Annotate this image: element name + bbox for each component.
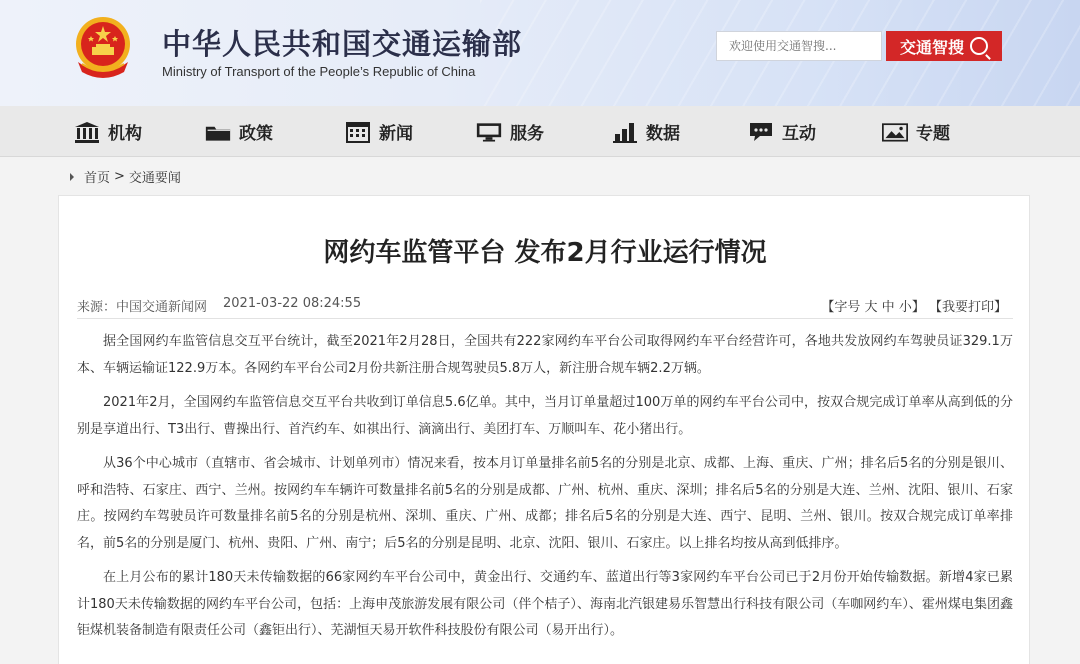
article-source: 来源：中国交通新闻网 xyxy=(77,300,208,315)
nav-item-data[interactable] xyxy=(612,106,680,157)
folder-icon xyxy=(205,121,231,143)
breadcrumb-arrow-icon xyxy=(70,173,74,181)
national-emblem-icon[interactable] xyxy=(72,14,134,82)
article-paragraph: 从36个中心城市（直辖市、省会城市、计划单列市）情况来看，按本月订单量排名前5名的分别是北京、成都、上海、重庆、广州；排名后5名的分别是银川、呼和浩特、石家庄、西宁、兰州。按网约车车辆许可数量排名前5名的分别是成都、广州、杭州、重庆、深圳；排名后5名的分别是大连、兰州、沈阳、银川、石家庄。按网约车驾驶员许可数量排名前5名的分别是杭州、深圳、重庆、广州、成都；排名后5名的分别是大连、西宁、昆明、兰州、银川。按双合规完成订单率排名，前5名的分别是厦门、杭州、贵阳、广州、南宁；后5名的分别是昆明、北京、沈阳、银川、石家庄。以上排名均按从高到低排序。 xyxy=(77,456,1013,551)
article-paragraph: 2021年2月，全国网约车监管信息交互平台共收到订单信息5.6亿单。其中，当月订单量超过100万单的网约车平台公司中，按双合规完成订单率从高到低的分别是享道出行、T3出行、曹操出行、首汽约车、如祺出行、滴滴出行、美团打车、万顺叫车、花小猪出行。 xyxy=(77,395,1013,437)
search-icon xyxy=(970,37,988,55)
image-icon xyxy=(882,121,908,143)
font-size-close: 】 xyxy=(911,300,925,315)
search-input[interactable] xyxy=(716,31,882,61)
site-title-en[interactable]: Ministry of Transport of the People’s Republic of China xyxy=(162,64,476,79)
site-header xyxy=(0,0,1080,106)
breadcrumb-home[interactable]: 首页 xyxy=(84,171,111,186)
nav-item-policy[interactable] xyxy=(205,106,273,157)
font-size-medium-button[interactable]: 中 xyxy=(881,300,895,315)
nav-label: 数据 xyxy=(646,124,680,144)
building-icon xyxy=(74,121,100,143)
breadcrumb xyxy=(70,167,181,186)
article-tools xyxy=(821,296,1007,315)
nav-item-topics[interactable] xyxy=(882,106,950,157)
nav-label: 政策 xyxy=(239,124,273,144)
main-nav xyxy=(0,106,1080,157)
meta-divider xyxy=(77,318,1013,319)
site-title-cn[interactable]: 中华人民共和国交通运输部 xyxy=(162,27,523,61)
article-paragraph: 据全国网约车监管信息交互平台统计，截至2021年2月28日，全国共有222家网约车平台公司取得网约车平台经营许可，各地共发放网约车驾驶员证329.1万本、车辆运输证122.9万本。各网约车平台公司2月份共新注册合规驾驶员5.8万人，新注册合规车辆2.2万辆。 xyxy=(77,334,1013,376)
font-size-label: 【字号 xyxy=(821,300,861,315)
nav-item-institutions[interactable] xyxy=(74,106,142,157)
search-button-label: 交通智搜 xyxy=(899,37,964,57)
article-datetime: 2021-03-22 08:24:55 xyxy=(223,296,362,311)
nav-label: 服务 xyxy=(510,124,544,144)
breadcrumb-current[interactable]: 交通要闻 xyxy=(128,171,181,186)
nav-item-service[interactable] xyxy=(476,106,544,157)
article-title: 网约车监管平台 发布2月行业运行情况 xyxy=(323,238,767,268)
font-size-small-button[interactable]: 小 xyxy=(898,300,912,315)
monitor-icon xyxy=(476,121,502,143)
search-button[interactable] xyxy=(886,31,1002,61)
nav-label: 专题 xyxy=(916,124,950,144)
nav-item-news[interactable] xyxy=(345,106,413,157)
article-container xyxy=(58,195,1030,664)
font-size-large-button[interactable]: 大 xyxy=(864,300,878,315)
nav-label: 互动 xyxy=(782,124,816,144)
calendar-grid-icon xyxy=(345,121,371,143)
bar-chart-icon xyxy=(612,121,638,143)
breadcrumb-separator: > xyxy=(114,169,125,184)
print-button[interactable]: 【我要打印】 xyxy=(928,300,1007,315)
article-meta xyxy=(77,296,361,315)
chat-bubble-icon xyxy=(748,121,774,143)
article-paragraph: 在上月公布的累计180天未传输数据的66家网约车平台公司中，黄金出行、交通约车、蓝道出行等3家网约车平台公司已于2月份开始传输数据。新增4家已累计180天未传输数据的网约车平台公司，包括：上海申茂旅游发展有限公司（伴个桔子）、海南北汽银建易乐智慧出行科技有限公司（车咖网约车）、霍州煤电集团鑫钜煤机装备制造有限责任公司（鑫钜出行）、芜湖恒天易开软件科技股份有限公司（易开出行）。 xyxy=(77,570,1013,638)
article-body xyxy=(77,329,1013,653)
nav-label: 机构 xyxy=(108,124,142,144)
nav-label: 新闻 xyxy=(379,124,413,144)
nav-item-interaction[interactable] xyxy=(748,106,816,157)
